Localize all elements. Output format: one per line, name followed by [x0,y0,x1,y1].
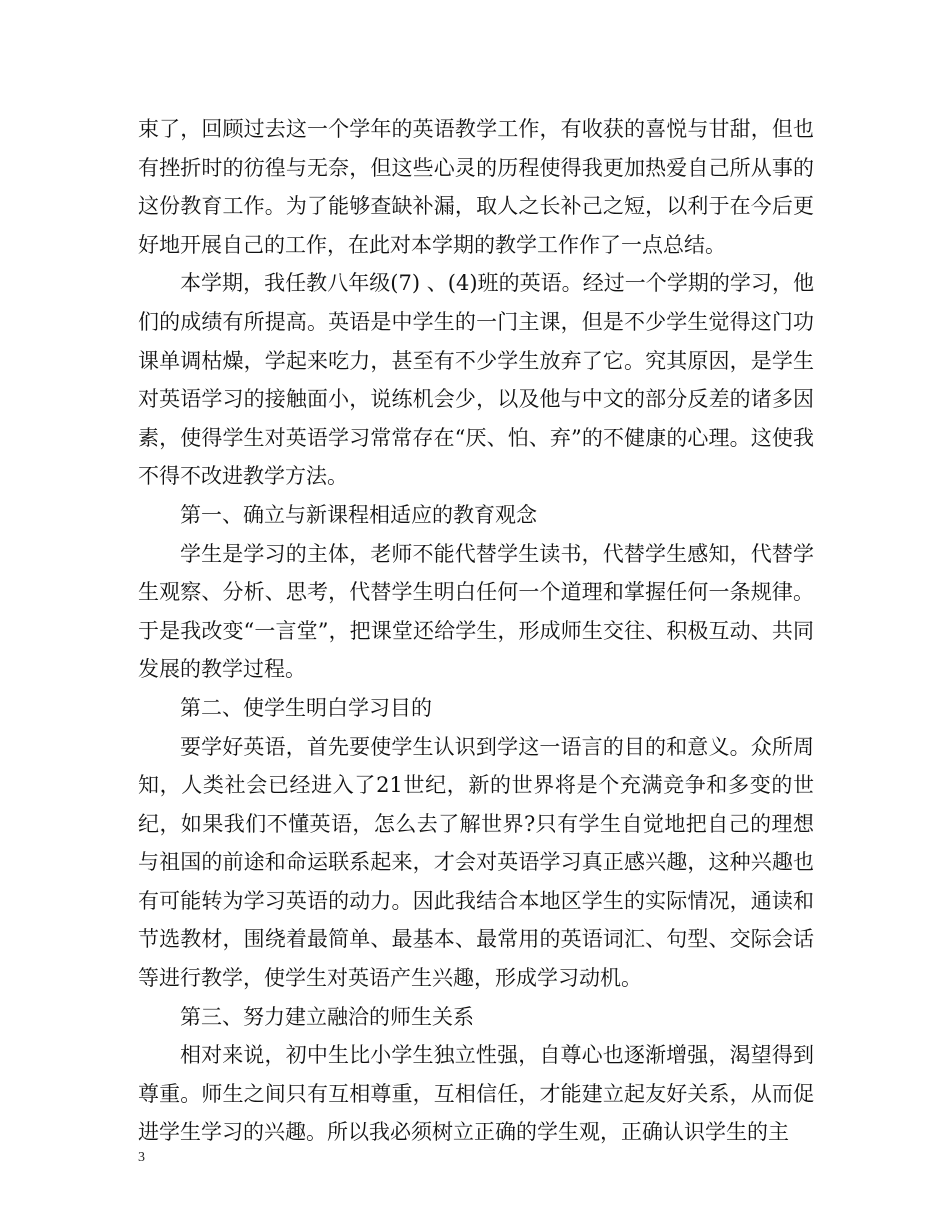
paragraph-2: 本学期，我任教八年级(7) 、(4)班的英语。经过一个学期的学习，他们的成绩有所提高。英语是中学生的一门主课，但是不少学生觉得这门功课单调枯燥，学起来吃力，甚至有不少学生放弃了它。究其原因，是学生对英语学习的接触面小，说练机会少，以及他与中文的部分反差的诸多因素，使得学生对英语学习常常存在“厌、怕、弃”的不健康的心理。这使我不得不改进教学方法。 [138,271,814,489]
section-heading-2: 第二、使学生明白学习目的 [180,695,432,720]
document-body [138,110,814,1152]
section-heading-1: 第一、确立与新课程相适应的教育观念 [180,502,537,527]
paragraph-3: 学生是学习的主体，老师不能代替学生读书，代替学生感知，代替学生观察、分析、思考，代替学生明白任何一个道理和掌握任何一条规律。于是我改变“一言堂”，把课堂还给学生，形成师生交往、积极互动、共同发展的教学过程。 [138,541,814,682]
paragraph-5: 相对来说，初中生比小学生独立性强，自尊心也逐渐增强，渴望得到尊重。师生之间只有互相尊重，互相信任，才能建立起友好关系，从而促进学生学习的兴趣。所以我必须树立正确的学生观，正确认识学生的主 [138,1043,814,1145]
paragraph-1: 束了，回顾过去这一个学年的英语教学工作，有收获的喜悦与甘甜，但也有挫折时的彷徨与无奈，但这些心灵的历程使得我更加热爱自己所从事的这份教育工作。为了能够查缺补漏，取人之长补己之短，以利于在今后更好地开展自己的工作，在此对本学期的教学工作作了一点总结。 [138,117,814,257]
page-number: 3 [138,1150,145,1165]
section-heading-3: 第三、努力建立融洽的师生关系 [180,1004,474,1029]
paragraph-4: 要学好英语，首先要使学生认识到学这一语言的目的和意义。众所周知，人类社会已经进入了21世纪，新的世界将是个充满竞争和多变的世纪，如果我们不懂英语，怎么去了解世界?只有学生自觉地把自己的理想与祖国的前途和命运联系起来，才会对英语学习真正感兴趣，这种兴趣也有可能转为学习英语的动力。因此我结合本地区学生的实际情况，通读和节选教材，围绕着最简单、最基本、最常用的英语词汇、句型、交际会话等进行教学，使学生对英语产生兴趣，形成学习动机。 [138,734,814,991]
